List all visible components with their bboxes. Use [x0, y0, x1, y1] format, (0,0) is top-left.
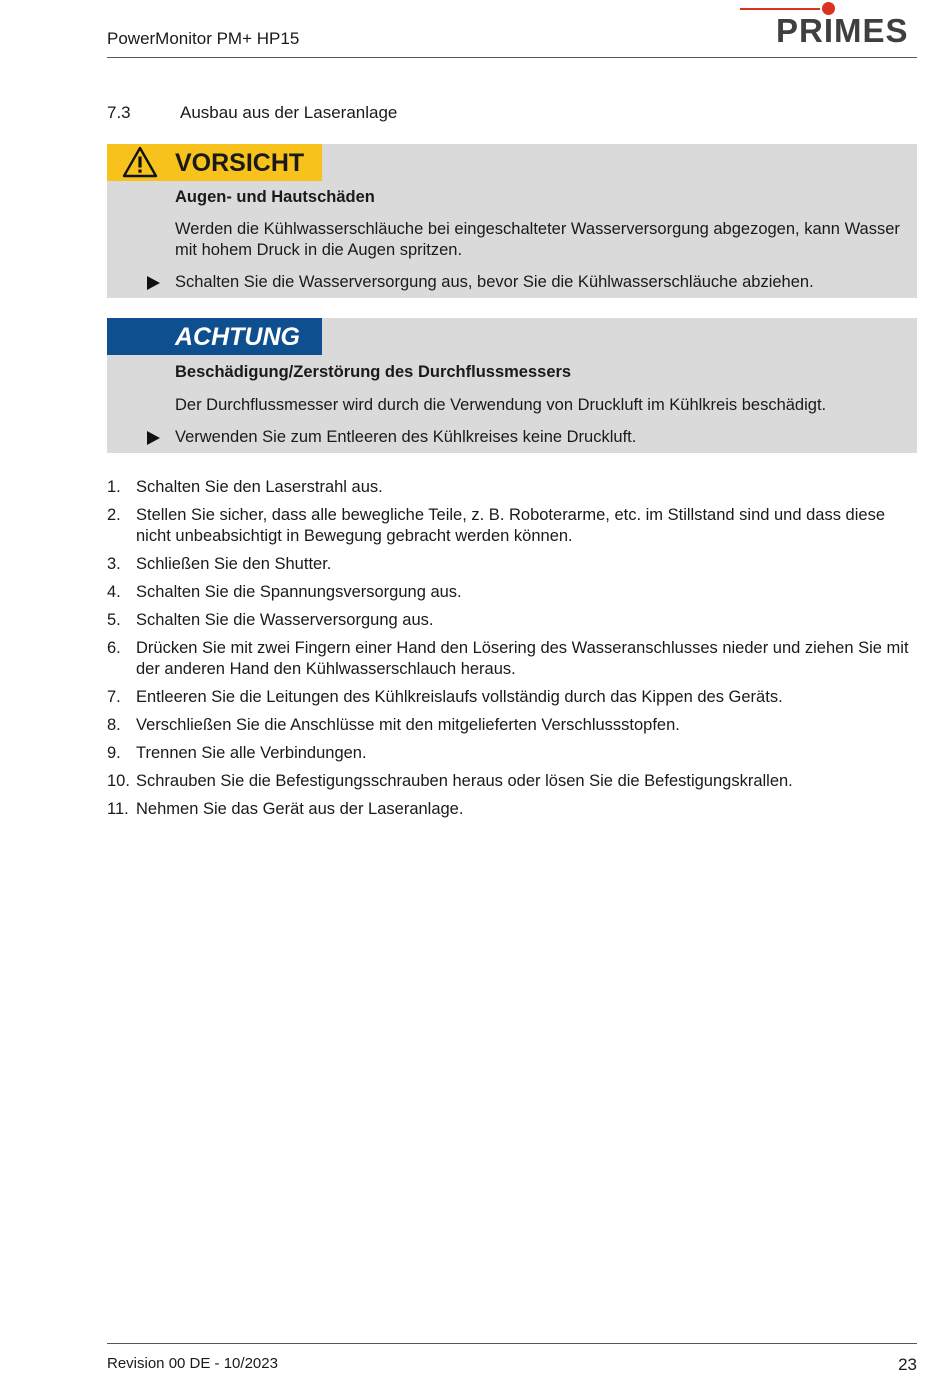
- step-number: 3.: [107, 555, 121, 573]
- attention-title: Beschädigung/Zerstörung des Durchflussmessers: [175, 363, 572, 381]
- step-text: Schalten Sie die Spannungsversorgung aus.: [136, 583, 462, 601]
- step-number: 5.: [107, 611, 121, 629]
- document-title: PowerMonitor PM+ HP15: [107, 29, 300, 48]
- caution-action: Schalten Sie die Wasserversorgung aus, bevor Sie die Kühlwasserschläuche abziehen.: [175, 273, 814, 291]
- warning-triangle-icon: [122, 146, 158, 178]
- step-item: [107, 799, 917, 820]
- step-text: Trennen Sie alle Verbindungen.: [136, 744, 367, 762]
- caution-title: Augen- und Hautschäden: [175, 188, 375, 206]
- attention-signal-word: ACHTUNG: [175, 323, 300, 351]
- action-arrow-icon: [147, 431, 160, 445]
- step-item: [107, 505, 917, 547]
- section-title: Ausbau aus der Laseranlage: [180, 103, 398, 122]
- step-item: [107, 554, 917, 575]
- logo-line: [740, 8, 820, 10]
- attention-text: Der Durchflussmesser wird durch die Verwendung von Druckluft im Kühlkreis beschädigt.: [175, 396, 827, 414]
- header-divider: [107, 57, 917, 58]
- primes-logo: [740, 0, 917, 52]
- procedure-steps: [107, 477, 917, 827]
- attention-signal-panel: [107, 318, 322, 355]
- caution-notice: [107, 144, 917, 298]
- step-number: 10.: [107, 772, 130, 790]
- step-text: Entleeren Sie die Leitungen des Kühlkreislaufs vollständig durch das Kippen des Geräts.: [136, 688, 783, 706]
- footer-divider: [107, 1343, 917, 1344]
- step-number: 1.: [107, 478, 121, 496]
- step-number: 11.: [107, 800, 129, 818]
- caution-signal-panel: [107, 144, 322, 181]
- step-item: [107, 582, 917, 603]
- step-item: [107, 477, 917, 498]
- step-text: Nehmen Sie das Gerät aus der Laseranlage.: [136, 800, 464, 818]
- step-text: Verschließen Sie die Anschlüsse mit den mitgelieferten Verschlussstopfen.: [136, 716, 680, 734]
- step-number: 6.: [107, 639, 121, 657]
- attention-notice: [107, 318, 917, 453]
- step-number: 8.: [107, 716, 121, 734]
- caution-signal-word: VORSICHT: [175, 149, 305, 177]
- step-number: 2.: [107, 506, 121, 524]
- step-item: [107, 687, 917, 708]
- step-number: 4.: [107, 583, 121, 601]
- step-text: Schalten Sie die Wasserversorgung aus.: [136, 611, 434, 629]
- step-item: [107, 715, 917, 736]
- revision-label: Revision 00 DE - 10/2023: [107, 1355, 278, 1372]
- section-heading: [107, 103, 397, 123]
- logo-text: PRIMES: [776, 12, 909, 49]
- step-text: Schalten Sie den Laserstrahl aus.: [136, 478, 383, 496]
- step-text: Schrauben Sie die Befestigungsschrauben heraus oder lösen Sie die Befestigungskrallen.: [136, 772, 793, 790]
- action-arrow-icon: [147, 276, 160, 290]
- caution-text: Werden die Kühlwasserschläuche bei eingeschalteter Wasserversorgung abgezogen, kann Wasser mit hohem Druck in die Augen spritzen.: [175, 220, 900, 259]
- step-number: 9.: [107, 744, 121, 762]
- step-item: [107, 771, 917, 792]
- step-item: [107, 610, 917, 631]
- attention-action: Verwenden Sie zum Entleeren des Kühlkreises keine Druckluft.: [175, 428, 637, 446]
- step-item: [107, 638, 917, 680]
- step-number: 7.: [107, 688, 121, 706]
- page-number: 23: [898, 1355, 917, 1374]
- step-text: Schließen Sie den Shutter.: [136, 555, 332, 573]
- section-number: 7.3: [107, 103, 131, 122]
- step-item: [107, 743, 917, 764]
- step-text: Drücken Sie mit zwei Fingern einer Hand den Lösering des Wasseranschlusses nieder und ziehen Sie mit der anderen Hand den Kühlwasserschlauch heraus.: [136, 639, 909, 678]
- step-text: Stellen Sie sicher, dass alle bewegliche Teile, z. B. Roboterarme, etc. im Stillstand sind und dass diese nicht unbeabsichtigt in Bewegung gebracht werden können.: [136, 506, 886, 545]
